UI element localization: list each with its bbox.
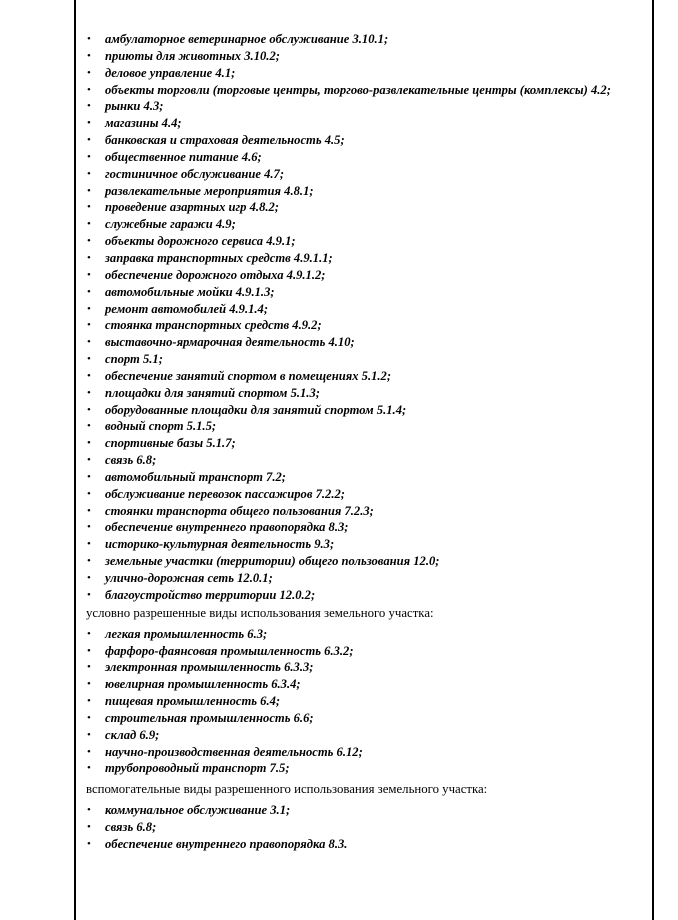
list-item-text: обеспечение внутреннего правопорядка 8.3. [105,836,348,851]
list-item [86,31,638,48]
bullet-icon: • [87,369,91,382]
list-item [86,166,638,183]
bullet-icon: • [87,251,91,264]
bullet-icon: • [87,728,91,741]
bullet-icon: • [87,420,91,433]
list-item [86,727,638,744]
bullet-icon: • [87,184,91,197]
list-item-text: связь 6.8; [105,820,157,835]
list-item-text: объекты дорожного сервиса 4.9.1; [105,234,296,249]
bullet-icon: • [87,150,91,163]
bullet-icon: • [87,454,91,467]
list-item-text: автомобильный транспорт 7.2; [105,469,286,484]
list-item-text: заправка транспортных средств 4.9.1.1; [105,250,333,265]
list-item [86,435,638,452]
conditional-uses-list [86,626,638,778]
bullet-icon: • [87,336,91,349]
bullet-icon: • [87,821,91,834]
list-item-text: электронная промышленность 6.3.3; [105,660,314,675]
list-item-text: выставочно-ярмарочная деятельность 4.10; [105,335,355,350]
bullet-icon: • [87,33,91,45]
list-item [86,199,638,216]
list-item [86,486,638,503]
list-item [86,216,638,233]
bullet-icon: • [87,745,91,758]
list-item [86,452,638,469]
list-item [86,553,638,570]
list-item [86,385,638,402]
list-item [86,250,638,267]
list-item-text: оборудованные площадки для занятий спортом 5.1.4; [105,402,407,417]
list-item-text: пищевая промышленность 6.4; [105,694,281,709]
bullet-icon: • [87,711,91,724]
list-item [86,82,638,99]
bullet-icon: • [87,66,91,79]
bullet-icon: • [87,83,91,96]
list-item [86,98,638,115]
list-item-text: трубопроводный транспорт 7.5; [105,761,290,776]
list-item-text: развлекательные мероприятия 4.8.1; [105,183,314,198]
list-item-text: деловое управление 4.1; [105,65,236,80]
list-item-text: обеспечение внутреннего правопорядка 8.3; [105,520,349,535]
list-item-text: обеспечение дорожного отдыха 4.9.1.2; [105,267,326,282]
bullet-icon: • [87,487,91,500]
list-item-text: обеспечение занятий спортом в помещениях 5.1.2; [105,368,392,383]
bullet-icon: • [87,218,91,231]
list-item [86,418,638,435]
list-item [86,317,638,334]
bullet-icon: • [87,538,91,551]
list-item [86,659,638,676]
bullet-icon: • [87,437,91,450]
list-item-text: спорт 5.1; [105,352,163,367]
bullet-icon: • [87,268,91,281]
list-item-text: ремонт автомобилей 4.9.1.4; [105,301,269,316]
list-item [86,744,638,761]
list-item [86,368,638,385]
main-uses-list [86,31,638,604]
list-item-text: благоустройство территории 12.0.2; [105,587,316,602]
list-item-text: коммунальное обслуживание 3.1; [105,803,291,818]
bullet-icon: • [87,555,91,568]
list-item [86,536,638,553]
bullet-icon: • [87,285,91,298]
list-item [86,115,638,132]
list-item-text: общественное питание 4.6; [105,149,262,164]
list-item [86,836,638,853]
list-item-text: площадки для занятий спортом 5.1.3; [105,385,320,400]
list-item [86,819,638,836]
list-item-text: строительная промышленность 6.6; [105,710,314,725]
list-item-text: банковская и страховая деятельность 4.5; [105,133,345,148]
list-item-text: спортивные базы 5.1.7; [105,436,236,451]
bullet-icon: • [87,695,91,708]
list-item [86,710,638,727]
list-item-text: стоянка транспортных средств 4.9.2; [105,318,322,333]
list-item-text: склад 6.9; [105,727,160,742]
list-item [86,626,638,643]
bullet-icon: • [87,644,91,657]
list-item-text: научно-производственная деятельность 6.12; [105,744,363,759]
bullet-icon: • [87,235,91,248]
list-item-text: обслуживание перевозок пассажиров 7.2.2; [105,486,345,501]
bullet-icon: • [87,678,91,691]
list-item [86,233,638,250]
bullet-icon: • [87,386,91,399]
bullet-icon: • [87,49,91,62]
bullet-icon: • [87,837,91,850]
list-item-text: земельные участки (территории) общего пользования 12.0; [105,554,440,569]
bullet-icon: • [87,167,91,180]
list-item-text: гостиничное обслуживание 4.7; [105,166,285,181]
list-item-text: историко-культурная деятельность 9.3; [105,537,335,552]
bullet-icon: • [87,319,91,332]
list-item-text: стоянки транспорта общего пользования 7.2.3; [105,503,374,518]
list-item [86,334,638,351]
list-item [86,503,638,520]
bullet-icon: • [87,588,91,601]
list-item [86,519,638,536]
list-item-text: амбулаторное ветеринарное обслуживание 3.10.1; [105,32,389,46]
bullet-icon: • [87,804,91,817]
list-item [86,469,638,486]
list-item-text: легкая промышленность 6.3; [105,626,268,641]
list-item-text: ювелирная промышленность 6.3.4; [105,677,301,692]
list-item-text: водный спорт 5.1.5; [105,419,217,434]
bullet-icon: • [87,504,91,517]
list-item [86,183,638,200]
list-item [86,676,638,693]
bullet-icon: • [87,353,91,366]
list-item [86,132,638,149]
list-item [86,301,638,318]
list-item [86,760,638,777]
list-item [86,402,638,419]
bullet-icon: • [87,762,91,775]
list-item-text: фарфоро-фаянсовая промышленность 6.3.2; [105,643,354,658]
bullet-icon: • [87,627,91,640]
auxiliary-uses-list [86,802,638,853]
list-item [86,693,638,710]
list-item [86,284,638,301]
auxiliary-uses-heading: вспомогательные виды разрешенного использования земельного участка: [86,782,488,797]
list-item [86,48,638,65]
bullet-icon: • [87,201,91,214]
list-item-text: рынки 4.3; [105,99,164,114]
bullet-icon: • [87,521,91,534]
list-item-text: служебные гаражи 4.9; [105,217,236,232]
list-item-text: связь 6.8; [105,453,157,468]
list-item-text: автомобильные мойки 4.9.1.3; [105,284,275,299]
list-item [86,351,638,368]
list-item-text: улично-дорожная сеть 12.0.1; [105,571,273,585]
list-item-text: объекты торговли (торговые центры, торгово-развлекательные центры (комплексы) 4.2; [105,82,611,97]
list-item-text: магазины 4.4; [105,116,182,131]
conditional-uses-heading: условно разрешенные виды использования земельного участка: [86,605,434,620]
bullet-icon: • [87,572,91,584]
list-item-text: проведение азартных игр 4.8.2; [105,200,280,215]
bullet-icon: • [87,302,91,315]
list-item [86,570,638,587]
list-item [86,149,638,166]
bullet-icon: • [87,661,91,674]
list-item [86,587,638,604]
list-item-text: приюты для животных 3.10.2; [105,48,280,63]
list-item [86,802,638,819]
bullet-icon: • [87,117,91,130]
bullet-icon: • [87,403,91,416]
list-item [86,65,638,82]
list-item [86,643,638,660]
bullet-icon: • [87,100,91,113]
document-content [86,31,638,853]
bullet-icon: • [87,134,91,147]
list-item [86,267,638,284]
bullet-icon: • [87,470,91,483]
